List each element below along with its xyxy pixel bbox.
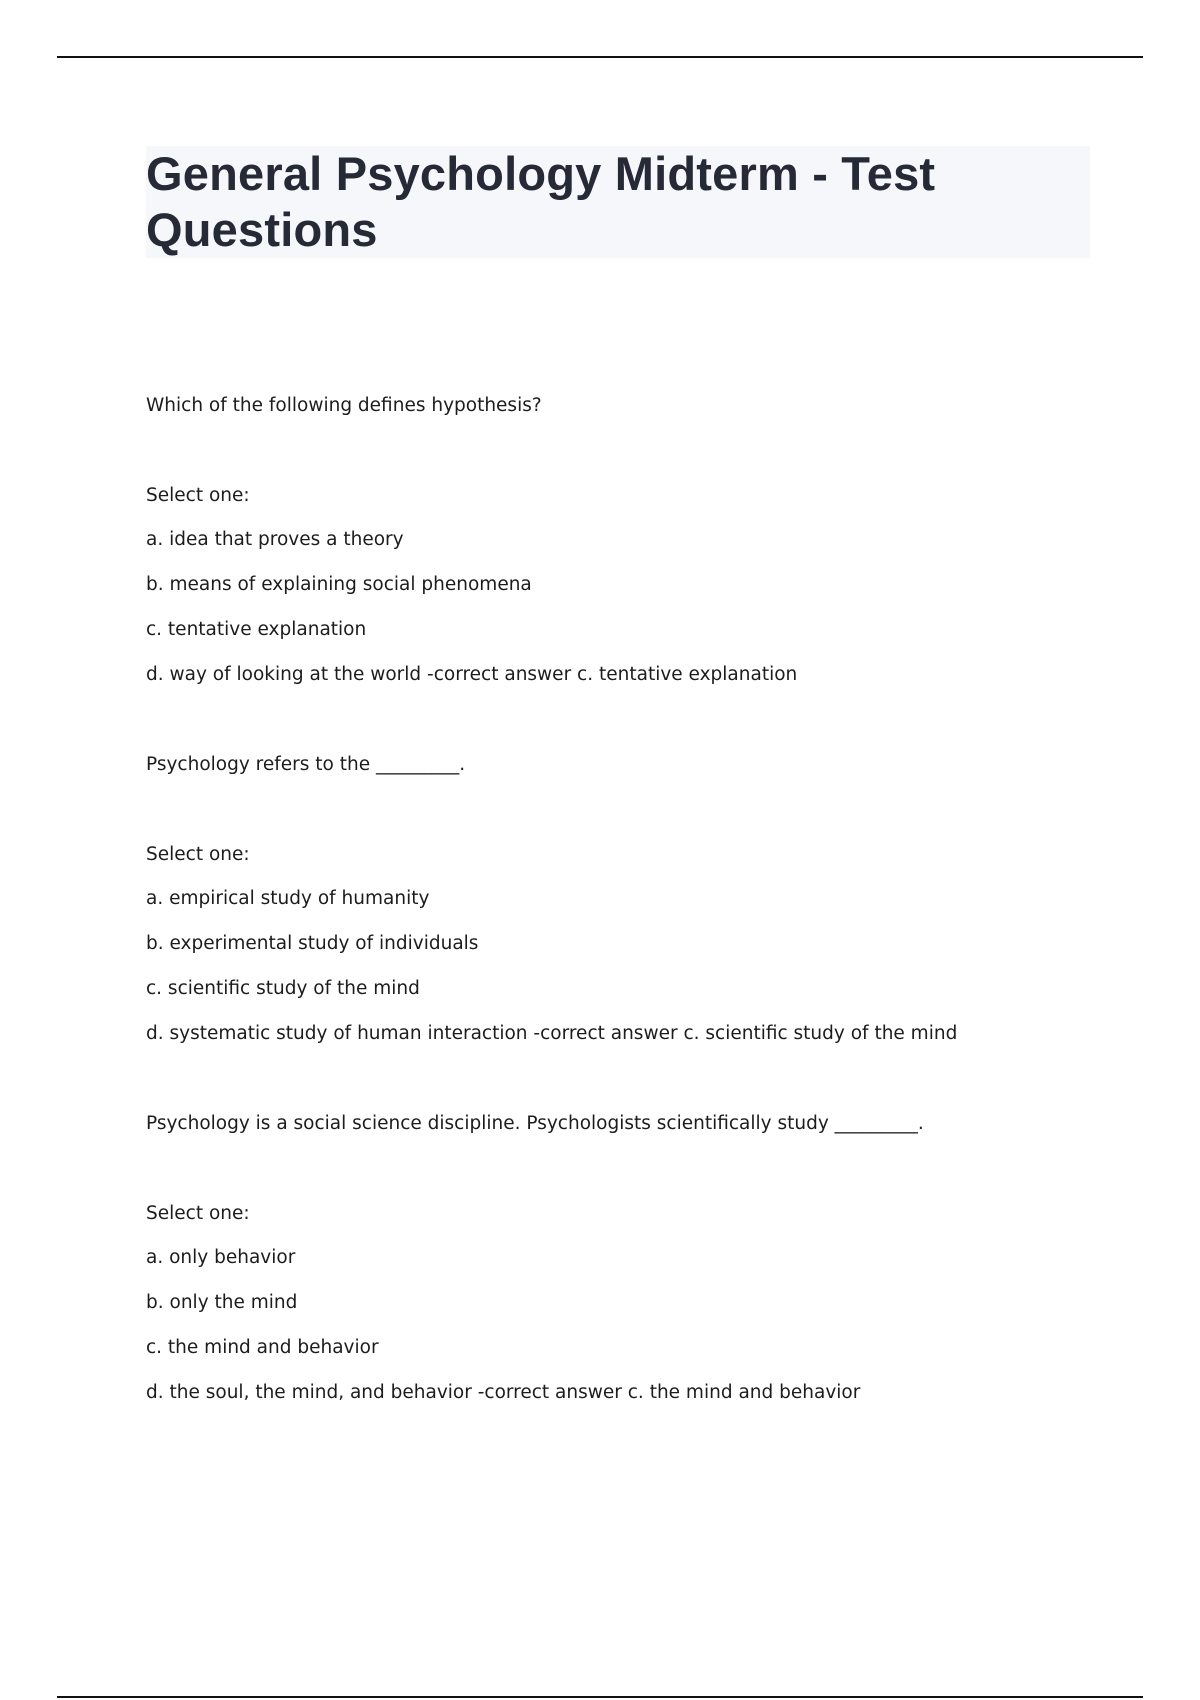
question-prompt: Which of the following defines hypothesis? bbox=[146, 395, 542, 416]
select-one-label: Select one: bbox=[146, 1203, 250, 1224]
question-prompt: Psychology is a social science discipline. Psychologists scientifically study _________. bbox=[146, 1113, 924, 1134]
question-2 bbox=[146, 752, 1106, 1047]
answer-option-d: d. the soul, the mind, and behavior -correct answer c. the mind and behavior bbox=[146, 1382, 861, 1403]
answer-option-b: b. only the mind bbox=[146, 1292, 298, 1313]
answer-option-d: d. systematic study of human interaction -correct answer c. scientific study of the mind bbox=[146, 1023, 958, 1044]
document-title: General Psychology Midterm - Test Questions bbox=[146, 147, 936, 256]
select-one-label: Select one: bbox=[146, 844, 250, 865]
answer-option-a: a. only behavior bbox=[146, 1247, 296, 1268]
answer-option-c: c. the mind and behavior bbox=[146, 1337, 379, 1358]
answer-option-b: b. experimental study of individuals bbox=[146, 933, 479, 954]
question-1 bbox=[146, 393, 1106, 688]
question-3 bbox=[146, 1111, 1106, 1406]
select-one-label: Select one: bbox=[146, 485, 250, 506]
answer-option-b: b. means of explaining social phenomena bbox=[146, 574, 532, 595]
answer-option-c: c. scientific study of the mind bbox=[146, 978, 420, 999]
question-list bbox=[146, 393, 1106, 1406]
answer-option-a: a. empirical study of humanity bbox=[146, 888, 430, 909]
answer-option-c: c. tentative explanation bbox=[146, 619, 367, 640]
question-prompt: Psychology refers to the _________. bbox=[146, 754, 466, 775]
footer-rule bbox=[57, 1696, 1143, 1698]
answer-option-d: d. way of looking at the world -correct answer c. tentative explanation bbox=[146, 664, 798, 685]
header-rule bbox=[57, 56, 1143, 58]
title-block bbox=[146, 146, 1090, 258]
answer-option-a: a. idea that proves a theory bbox=[146, 529, 404, 550]
